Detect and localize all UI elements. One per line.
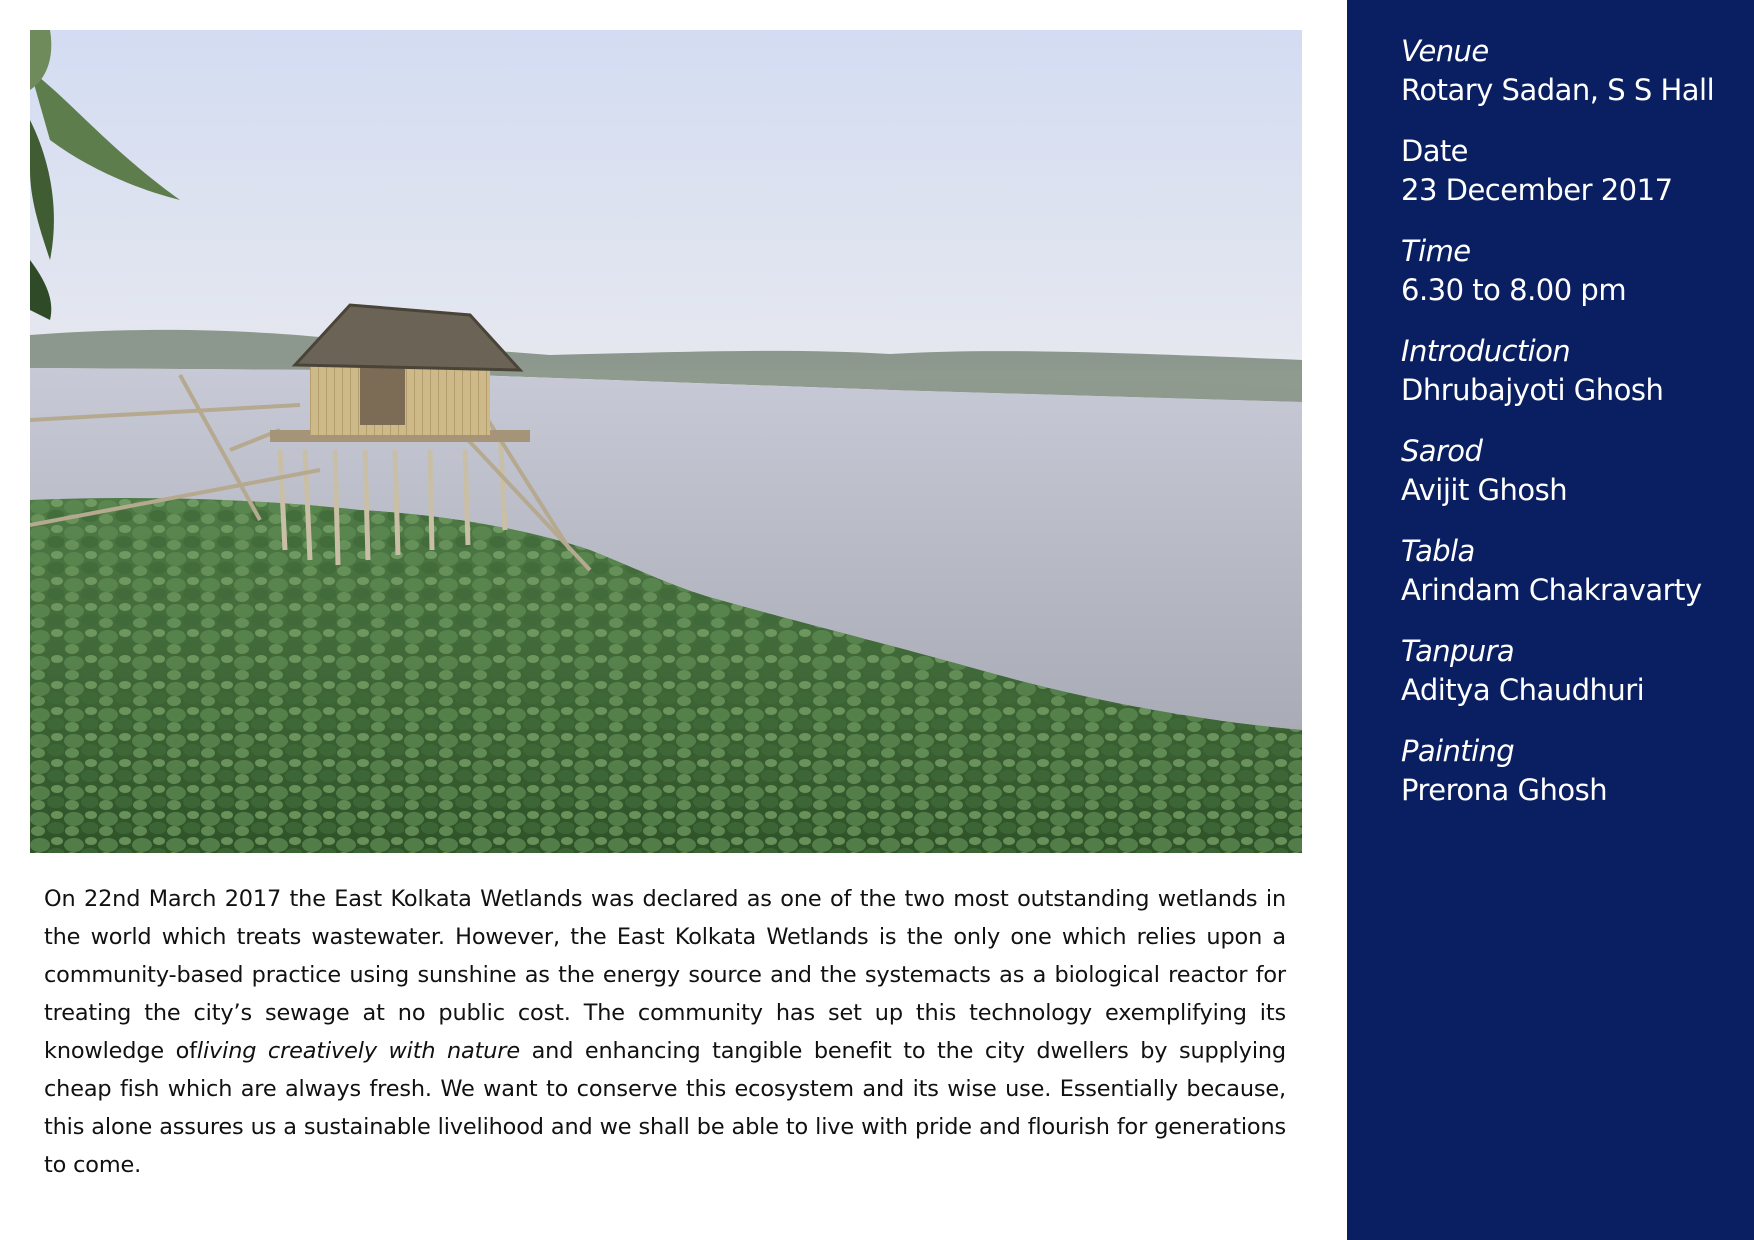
detail-value: Prerona Ghosh	[1401, 773, 1608, 807]
detail-value: Dhrubajyoti Ghosh	[1401, 373, 1664, 407]
event-details-sidebar	[1347, 0, 1754, 1240]
detail-label: Tabla	[1401, 534, 1475, 568]
detail-value: 23 December 2017	[1401, 173, 1673, 207]
description-paragraph	[44, 880, 1286, 1184]
detail-label: Painting	[1401, 734, 1515, 768]
detail-label: Introduction	[1401, 334, 1571, 368]
description-text-part-2: and enhancing tangible benefit to the city dwellers by supplying cheap fish which are always fresh. We want to conserve this ecosystem and its wise use. Essentially because, this alone assures us a sustainable livelihood and we shall be able to live with pride and flourish for generations to come.	[44, 1038, 1286, 1178]
detail-date	[1401, 132, 1741, 232]
detail-sarod	[1401, 432, 1741, 532]
detail-time	[1401, 232, 1741, 332]
detail-venue	[1401, 32, 1741, 132]
detail-value: 6.30 to 8.00 pm	[1401, 273, 1627, 307]
detail-label: Time	[1401, 234, 1471, 268]
detail-label: Sarod	[1401, 434, 1483, 468]
detail-tanpura	[1401, 632, 1741, 732]
description-emphasis: living creatively with nature	[196, 1038, 520, 1064]
detail-value: Aditya Chaudhuri	[1401, 673, 1645, 707]
detail-value: Rotary Sadan, S S Hall	[1401, 73, 1715, 107]
detail-value: Arindam Chakravarty	[1401, 573, 1702, 607]
detail-tabla	[1401, 532, 1741, 632]
detail-label: Date	[1401, 134, 1468, 168]
detail-label: Venue	[1401, 34, 1489, 68]
description-text-part-1: On 22nd March 2017 the East Kolkata Wetlands was declared as one of the two most outstanding wetlands in the world which treats wastewater. However, the East Kolkata Wetlands is the only one which relies upon a community-based practice using sunshine as the energy source and the systemacts as a biological reactor for treating the city’s sewage at no public cost. The community has set up this technology exemplifying its knowledge of	[44, 886, 1286, 1064]
detail-value: Avijit Ghosh	[1401, 473, 1568, 507]
sky	[30, 30, 1302, 370]
detail-painting	[1401, 732, 1741, 832]
event-details-list	[1401, 32, 1741, 832]
detail-introduction	[1401, 332, 1741, 432]
detail-label: Tanpura	[1401, 634, 1515, 668]
wetland-photo	[30, 30, 1302, 853]
wetland-photo-illustration	[30, 30, 1302, 853]
